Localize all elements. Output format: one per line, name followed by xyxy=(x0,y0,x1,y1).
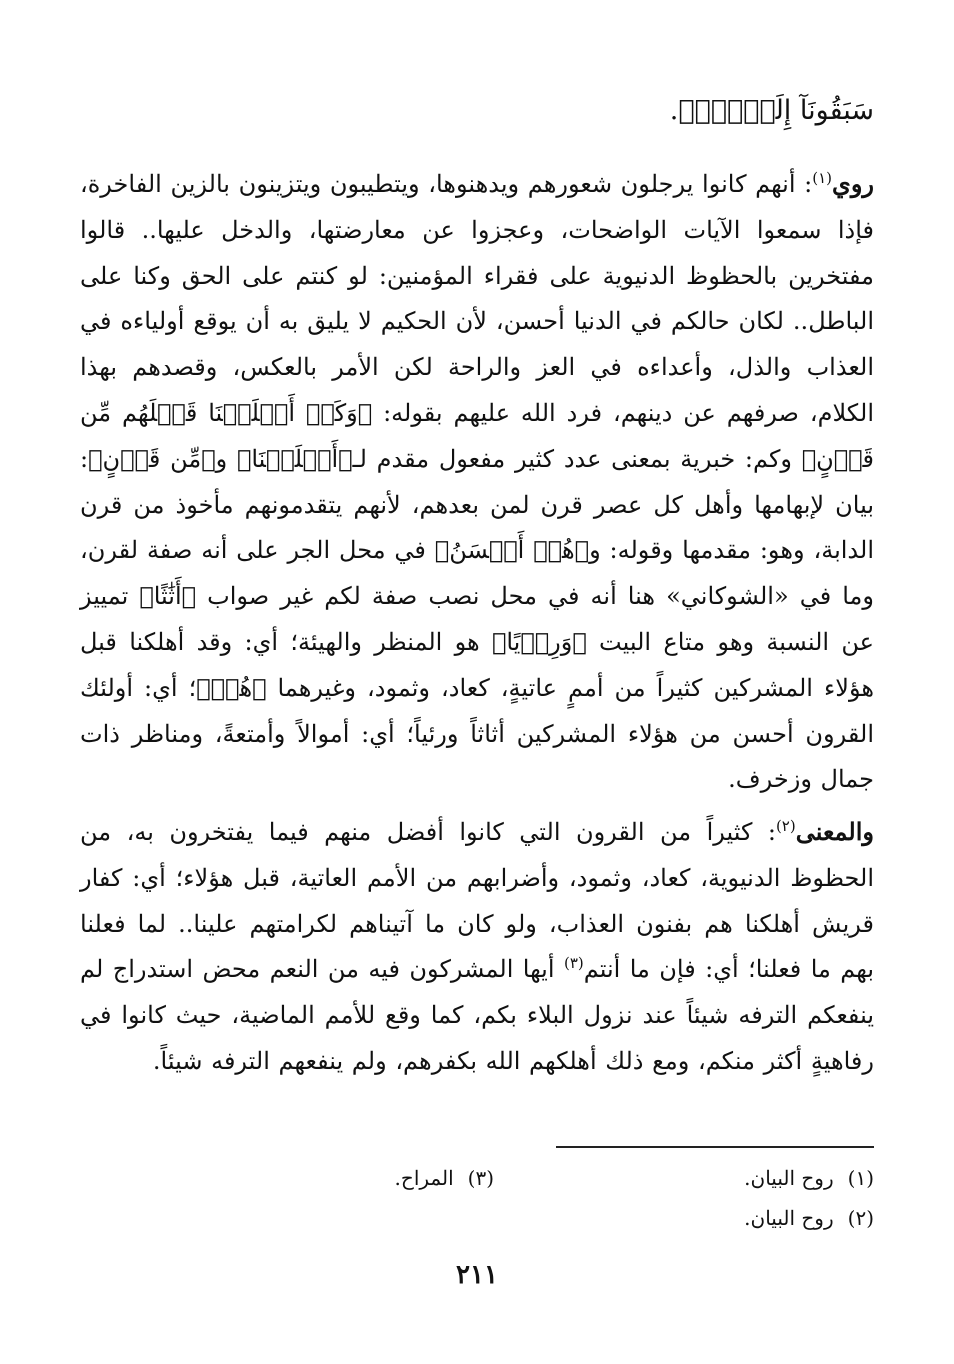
footnote-2-text: روح البيان. xyxy=(744,1206,834,1230)
footnote-2-number: (٢) xyxy=(847,1206,874,1230)
footnote-3 xyxy=(114,1158,494,1198)
footnote-2 xyxy=(494,1198,874,1238)
footnote-row xyxy=(80,1158,874,1198)
paragraph-1-text: : أنهم كانوا يرجلون شعورهم ويدهنوها، ويتطيبون ويتزينون بالزين الفاخرة، فإذا سمعوا الآيات الواضحات، وعجزوا عن معارضتها، والدخل عليها.. قالوا مفتخرين بالحظوظ الدنيوية على فقراء المؤمنين: لو كنتم على الحق وكنا على الباطل.. لكان حالكم في الدنيا أحسن، لأن الحكيم لا يليق به أن يوقع أولياءه في العذاب والذل، وأعداءه في العز والراحة لكن الأمر بالعكس، وقصدهم بهذا الكلام، صرفهم عن دينهم، فرد الله عليهم بقوله: ﴿وَكَمۡ أَهۡلَكۡنَا قَبۡلَهُم مِّن قَرۡنٍ﴾ وكم: خبرية بمعنى عدد كثير مفعول مقدم لـ﴿أَهۡلَكۡنَا﴾ و﴿مِّن قَرۡنٍ﴾: بيان لإبهامها وأهل كل عصر قرن لمن بعدهم، لأنهم يتقدمونهم مأخوذ من قرن الدابة، وهو: مقدمها وقوله: و﴿هُمۡ أَحۡسَنُ﴾ في محل الجر على أنه صفة لقرن، وما في «الشوكاني» هنا أنه في محل نصب صفة لكم غير صواب ﴿أَثَٰثًا﴾ تمييز عن النسبة وهو متاع البيت ﴿وَرِءۡيًا﴾ هو المنظر والهيئة؛ أي: وقد أهلكنا قبل هؤلاء المشركين كثيراً من أممٍ عاتيةٍ، كعاد، وثمود، وغيرهما ﴿هُمۡ﴾؛ أي: أولئك القرون أحسن من هؤلاء المشركين أثاثاً ورئياً؛ أي: أموالاً وأمتعةً، ومناظر ذات جمال وزخرف. xyxy=(79,170,874,794)
footnote-ref-1: (١) xyxy=(812,169,833,187)
footnote-1-number: (١) xyxy=(847,1166,874,1190)
paragraph-2-text-a: : كثيراً من القرون التي كانوا أفضل منهم فيما يفتخرون به، من الحظوظ الدنيوية، كعاد، وثمود، وأضرابهم من الأمم العاتية، قبل هؤلاء؛ أي: كفار قريش أهلكنا هم بفنون العذاب، ولو كان ما آتيناهم لكرامتهم علينا.. لما فعلنا بهم ما فعلنا؛ أي: فإن ما أنتم xyxy=(80,818,875,984)
paragraph-1 xyxy=(80,161,874,803)
footnote-3-text: المراح. xyxy=(394,1166,454,1190)
paragraph-2 xyxy=(80,809,874,1085)
footnote-1-text: روح البيان. xyxy=(744,1166,834,1190)
paragraph-1-lead: روي xyxy=(832,169,874,198)
footnote-ref-3: (٣) xyxy=(563,954,584,973)
footnotes xyxy=(80,1158,874,1238)
footnote-divider xyxy=(556,1146,874,1148)
footnote-3-number: (٣) xyxy=(467,1166,494,1190)
footnote-row xyxy=(80,1198,874,1238)
footnote-1 xyxy=(494,1158,874,1198)
footnote-ref-2: (٢) xyxy=(775,817,796,835)
paragraph-2-text-b: أيها المشركون فيه من النعم محض استدراج لم ينفعكم الترفه شيئاً عند نزول البلاء بكم، كما وقع للأمم الماضية، حيث كانوا في رفاهيةٍ أكثر منكم، ومع ذلك أهلكهم الله بكفرهم، ولم ينفعهم الترفه شيئاً. xyxy=(80,955,874,1075)
page-number: ٢١١ xyxy=(456,1260,498,1290)
paragraph-2-lead: والمعنى xyxy=(795,817,874,846)
opening-verse-line: سَبَقُونَآ إِلَيۡهِۚ﴾. xyxy=(669,95,874,126)
